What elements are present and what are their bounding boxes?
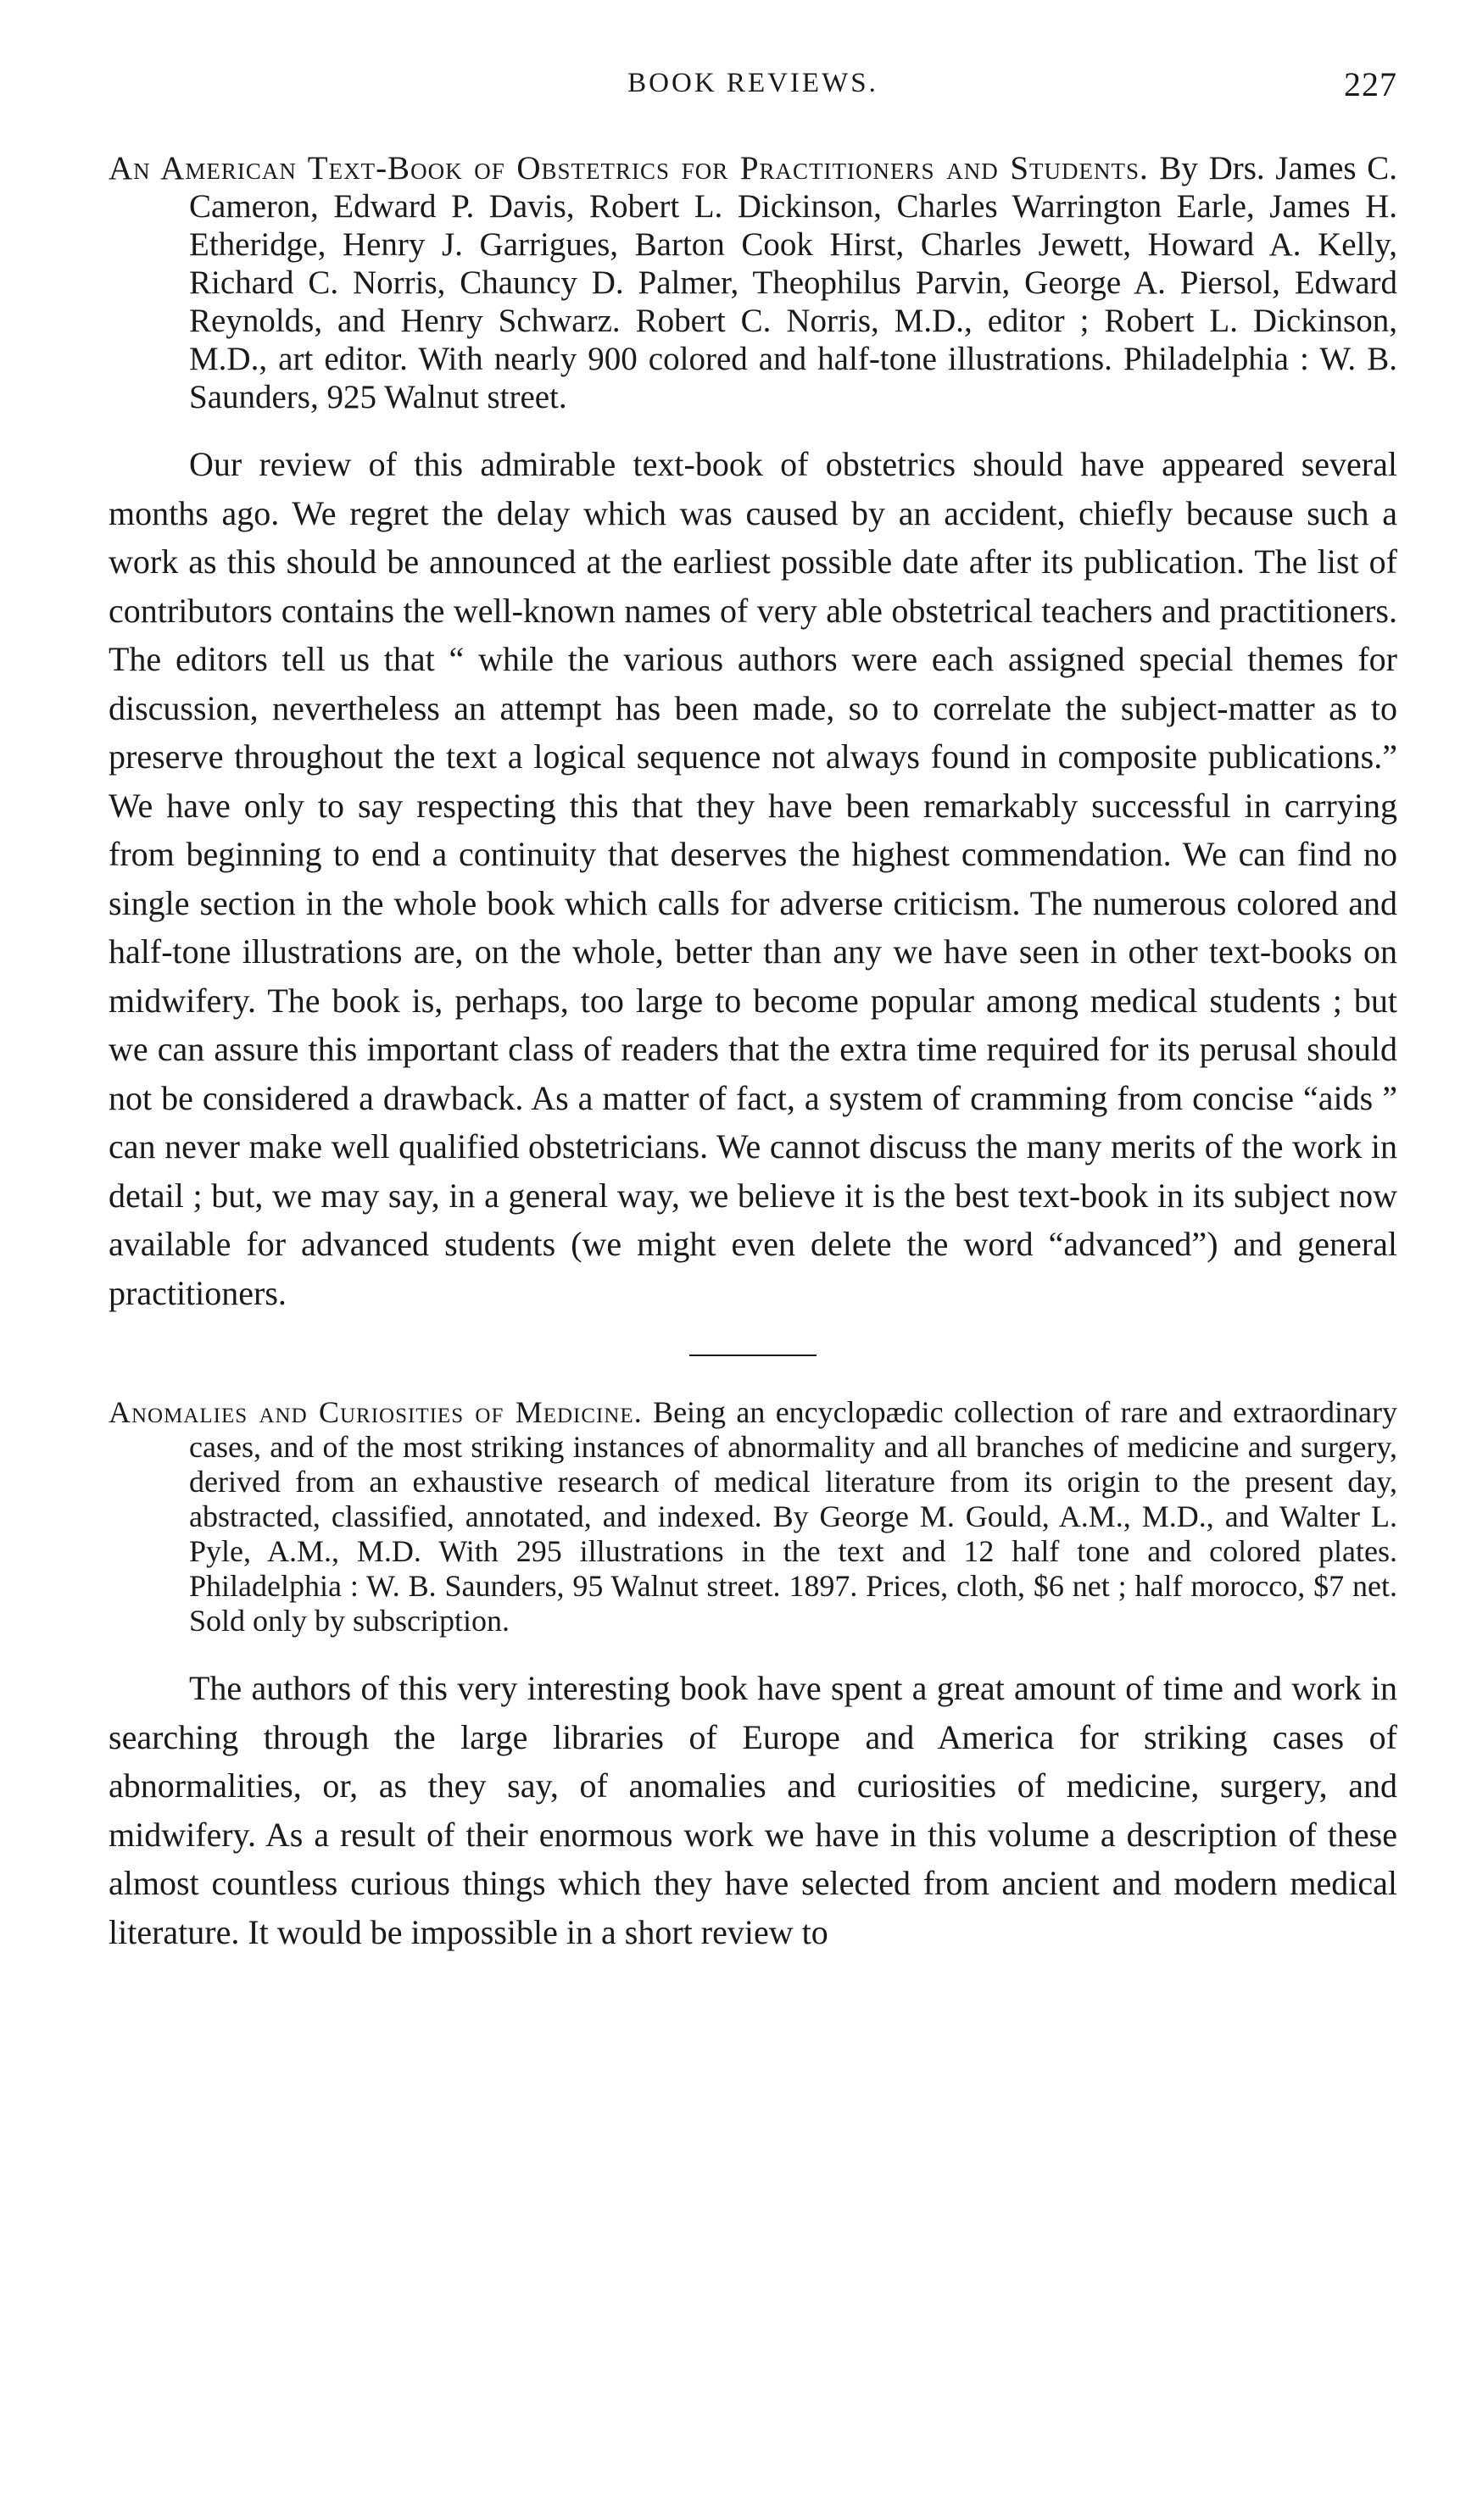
review-obstetrics	[109, 149, 1397, 1317]
running-title: BOOK REVIEWS.	[627, 68, 878, 98]
review-body: The authors of this very interesting book have spent a great amount of time and work in searching through the large libraries of Europe and America for striking cases of abnormalities, or, as they say, of anomalies and curiosities of medicine, surgery, and midwifery. As a result of their enormous work we have in this volume a description of these almost countless curious things which they have selected from ancient and modern medical literature. It would be impossible in a short review to	[109, 1669, 1397, 1951]
review-body: Our review of this admirable text-book of obstetrics should have appeared several months ago. We regret the delay which was caused by an accident, chiefly because such a work as this should be announced at the earliest possible date after its publication. The list of contributors contains the well-known names of very able obstetrical teachers and practitioners. The editors tell us that “ while the various authors were each assigned special themes for discussion, nevertheless an attempt has been made, so to correlate the subject-matter as to preserve throughout the text a logical sequence not always found in composite publications.” We have only to say respecting this that they have been remarkably successful in carrying from beginning to end a continuity that deserves the highest commendation. We can find no single section in the whole book which calls for adverse criticism. The numerous colored and half-tone illustrations are, on the whole, better than any we have seen in other text-books on midwifery. The book is, perhaps, too large to become popular among medical students ; but we can assure this important class of readers that the extra time required for its perusal should not be considered a drawback. As a matter of fact, a system of cramming from concise “aids ” can never make well qualified obstetricians. We cannot discuss the many merits of the work in detail ; but, we may say, in a general way, we believe it is the best text-book in its subject now available for advanced students (we might even delete the word “advanced”) and general practitioners.	[109, 445, 1397, 1312]
citation-details: Being an encyclopædic collection of rare and extraordinary cases, and of the most striking instances of abnormality and all branches of medicine and surgery, derived from an exhaustive research of medical literature from its origin to the present day, abstracted, classified, annotated, and indexed. By George M. Gould, A.M., M.D., and Walter L. Pyle, A.M., M.D. With 295 illustrations in the text and 12 half tone and colored plates. Philadelphia : W. B. Saunders, 95 Walnut street. 1897. Prices, cloth, $6 net ; half morocco, $7 net. Sold only by subscription.	[189, 1395, 1398, 1638]
review-citation	[109, 149, 1397, 416]
running-head	[109, 59, 1397, 119]
book-title: Anomalies and Curiosities of Medicine.	[109, 1395, 643, 1429]
book-page	[109, 59, 1397, 1956]
citation-details: By Drs. James C. Cameron, Edward P. Davis, Robert L. Dickinson, Charles Warrington Earle, James H. Etheridge, Henry J. Garrigues, Barton Cook Hirst, Charles Jewett, Howard A. Kelly, Richard C. Norris, Chauncy D. Palmer, Theophilus Parvin, George A. Piersol, Edward Reynolds, and Henry Schwarz. Robert C. Norris, M.D., editor ; Robert L. Dickinson, M.D., art editor. With nearly 900 colored and half-tone illustrations. Philadelphia : W. B. Saunders, 925 Walnut street.	[189, 150, 1398, 415]
book-title: An American Text-Book of Obstetrics for Practitioners and Students.	[109, 150, 1149, 186]
review-anomalies	[109, 1395, 1397, 1956]
page-number: 227	[1344, 65, 1397, 103]
review-citation	[109, 1395, 1397, 1638]
section-divider	[689, 1355, 817, 1356]
